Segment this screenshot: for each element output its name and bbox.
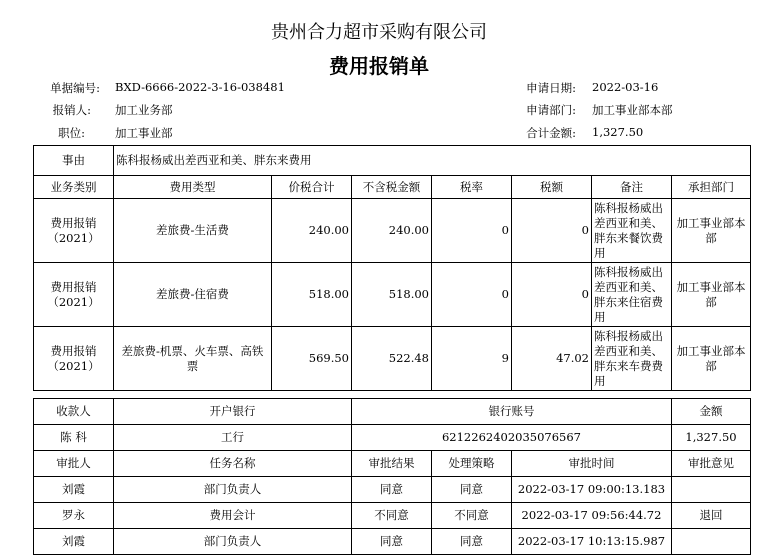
bearing-dept: 加工事业部本部 [672,327,751,391]
approval-result: 同意 [352,477,432,503]
col-header: 税率 [432,176,512,199]
col-header: 税额 [512,176,592,199]
position-value: 加工事业部 [115,126,173,140]
approval-result: 不同意 [352,503,432,529]
col-header: 银行账号 [352,399,672,425]
approver: 刘霞 [34,529,114,555]
approval-opinion [672,477,751,503]
tax-inclusive-total: 569.50 [272,327,352,391]
approval-header-row [34,451,751,477]
form-title: 费用报销单 [329,54,429,78]
table-row [34,327,751,391]
table-row [34,263,751,327]
expense-type: 差旅费-机票、火车票、高铁票 [114,327,272,391]
business-category: 费用报销（2021） [34,327,114,391]
tax-amount: 0 [512,263,592,327]
matter-value: 陈科报杨威出差西亚和美、胖东来费用 [114,146,751,176]
bank-account: 6212262402035076567 [352,425,672,451]
approval-time: 2022-03-17 10:13:15.987 [512,529,672,555]
expense-type: 差旅费-住宿费 [114,263,272,327]
remark: 陈科报杨威出差西亚和美、胖东来餐饮费用 [592,199,672,263]
remark: 陈科报杨威出差西亚和美、胖东来住宿费用 [592,263,672,327]
applicant-value: 加工业务部 [115,103,173,117]
payee-name: 陈 科 [34,425,114,451]
total-value: 1,327.50 [592,125,644,139]
bearing-dept: 加工事业部本部 [672,263,751,327]
expense-header-row [34,176,751,199]
task-name: 部门负责人 [114,477,352,503]
strategy: 同意 [432,529,512,555]
col-header: 审批人 [34,451,114,477]
col-header: 审批时间 [512,451,672,477]
tax-rate: 9 [432,327,512,391]
business-category: 费用报销（2021） [34,199,114,263]
matter-row [34,146,751,176]
tax-amount: 47.02 [512,327,592,391]
bank-name: 工行 [114,425,352,451]
task-name: 部门负责人 [114,529,352,555]
applicant-label: 报销人: [52,103,91,117]
approval-opinion: 退回 [672,503,751,529]
payee-approval-table [33,398,751,555]
position-label: 职位: [58,126,85,140]
expense-table [33,145,751,391]
col-header: 备注 [592,176,672,199]
doc-no-label: 单据编号: [50,81,100,95]
table-row [34,199,751,263]
col-header: 费用类型 [114,176,272,199]
apply-dept-label: 申请部门: [526,103,576,117]
approval-result: 同意 [352,529,432,555]
matter-label: 事由 [34,146,114,176]
table-row [34,477,751,503]
payee-row [34,425,751,451]
bearing-dept: 加工事业部本部 [672,199,751,263]
remark: 陈科报杨威出差西亚和美、胖东来车费费用 [592,327,672,391]
col-header: 处理策略 [432,451,512,477]
col-header: 收款人 [34,399,114,425]
col-header: 承担部门 [672,176,751,199]
strategy: 同意 [432,477,512,503]
col-header: 审批结果 [352,451,432,477]
col-header: 业务类别 [34,176,114,199]
tax-rate: 0 [432,263,512,327]
col-header: 价税合计 [272,176,352,199]
apply-dept-value: 加工事业部本部 [592,103,673,117]
apply-date-label: 申请日期: [526,81,576,95]
tax-inclusive-total: 240.00 [272,199,352,263]
doc-no-value: BXD-6666-2022-3-16-038481 [115,80,285,94]
approver: 刘霞 [34,477,114,503]
net-amount: 518.00 [352,263,432,327]
col-header: 任务名称 [114,451,352,477]
apply-date-value: 2022-03-16 [592,80,659,94]
payee-header-row [34,399,751,425]
tax-amount: 0 [512,199,592,263]
approver: 罗永 [34,503,114,529]
col-header: 金额 [672,399,751,425]
payee-amount: 1,327.50 [672,425,751,451]
company-name: 贵州合力超市采购有限公司 [271,22,487,43]
col-header: 审批意见 [672,451,751,477]
tax-inclusive-total: 518.00 [272,263,352,327]
col-header: 开户银行 [114,399,352,425]
net-amount: 240.00 [352,199,432,263]
total-label: 合计金额: [526,126,576,140]
expense-type: 差旅费-生活费 [114,199,272,263]
strategy: 不同意 [432,503,512,529]
approval-time: 2022-03-17 09:00:13.183 [512,477,672,503]
approval-time: 2022-03-17 09:56:44.72 [512,503,672,529]
table-row [34,503,751,529]
business-category: 费用报销（2021） [34,263,114,327]
tax-rate: 0 [432,199,512,263]
col-header: 不含税金额 [352,176,432,199]
net-amount: 522.48 [352,327,432,391]
task-name: 费用会计 [114,503,352,529]
